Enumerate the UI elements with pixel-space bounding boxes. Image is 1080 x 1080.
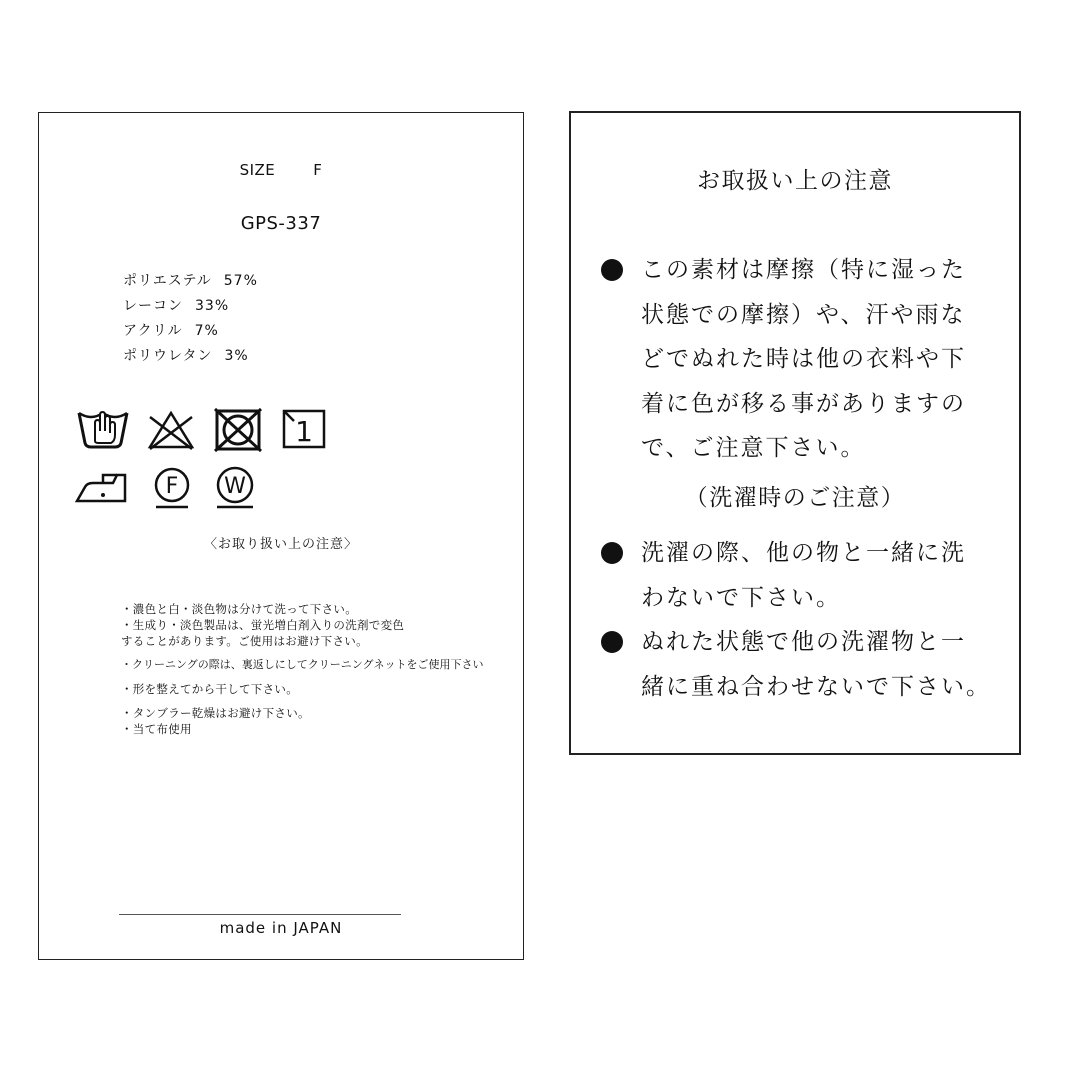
care-note: ・当て布使用 (121, 722, 192, 736)
washing-note-2 (601, 620, 991, 709)
material-percent: 57% (223, 273, 258, 289)
care-instructions-title: 〈お取り扱い上の注意〉 (203, 537, 358, 552)
material-percent: 33% (195, 298, 230, 314)
care-note: ・濃色と白・淡色物は分けて洗って下さい。 (121, 602, 357, 616)
care-note: ・タンブラー乾燥はお避け下さい。 (121, 706, 310, 720)
composition-row (123, 269, 258, 294)
material-percent: 7% (194, 323, 219, 339)
composition-row (123, 294, 258, 319)
washing-note-1 (601, 531, 966, 620)
care-note: ・クリーニングの際は、裏返しにしてクリーニングネットをご使用下さい (121, 658, 484, 671)
material-percent: 3% (224, 348, 249, 364)
size-label: SIZE (239, 161, 276, 179)
material-name: アクリル (123, 323, 183, 339)
material-name: ポリエステル (123, 273, 212, 289)
care-symbols-row-1 (75, 407, 330, 453)
size-row (39, 161, 523, 179)
notice-line: 状態での摩擦）や、汗や雨な (641, 301, 966, 328)
wet-clean-w-icon (211, 465, 261, 511)
washing-subtitle: （洗濯時のご注意） (684, 485, 906, 511)
iron-low-icon (73, 465, 133, 507)
care-label-right (569, 111, 1021, 755)
notice-line: 着に色が移る事がありますの (641, 390, 966, 417)
care-note: ・形を整えてから干して下さい。 (121, 682, 298, 696)
notice-paragraph (601, 248, 966, 471)
bullet-icon (601, 631, 623, 653)
divider-line (119, 914, 401, 915)
material-name: レーコン (123, 298, 183, 314)
shade-dry-icon (280, 407, 330, 453)
dry-clean-letter: F (165, 474, 179, 499)
care-label-left (38, 112, 524, 960)
wet-clean-letter: W (224, 474, 247, 499)
dry-clean-f-icon (150, 465, 198, 511)
model-number: GPS-337 (240, 213, 322, 234)
no-tumble-dry-icon (211, 407, 267, 453)
hand-wash-icon (75, 407, 131, 453)
bullet-icon (601, 542, 623, 564)
care-symbols-row-2 (73, 465, 261, 511)
washing-line: わないで下さい。 (641, 584, 841, 611)
handling-notice-title: お取扱い上の注意 (697, 168, 893, 194)
material-name: ポリウレタン (123, 348, 213, 364)
country-of-origin: made in JAPAN (219, 919, 343, 937)
washing-line: ぬれた状態で他の洗濯物と一 (641, 629, 966, 655)
care-note: することがあります。ご使用はお避け下さい。 (121, 634, 368, 648)
composition-row (123, 319, 258, 344)
shade-dry-number: 1 (295, 415, 314, 448)
composition-list (123, 269, 258, 369)
no-bleach-icon (142, 407, 200, 453)
washing-line: 洗濯の際、他の物と一緒に洗 (641, 540, 966, 566)
notice-line: どでぬれた時は他の衣料や下 (641, 346, 966, 372)
notice-line: で、ご注意下さい。 (641, 435, 866, 461)
care-notes-list (121, 601, 483, 737)
composition-row (123, 344, 258, 369)
notice-line: この素材は摩擦（特に湿った (641, 257, 966, 283)
washing-line: 緒に重ね合わせないで下さい。 (641, 673, 991, 700)
size-value: F (313, 161, 323, 179)
care-note: ・生成り・淡色製品は、蛍光増白剤入りの洗剤で変色 (121, 618, 405, 632)
bullet-icon (601, 259, 623, 281)
